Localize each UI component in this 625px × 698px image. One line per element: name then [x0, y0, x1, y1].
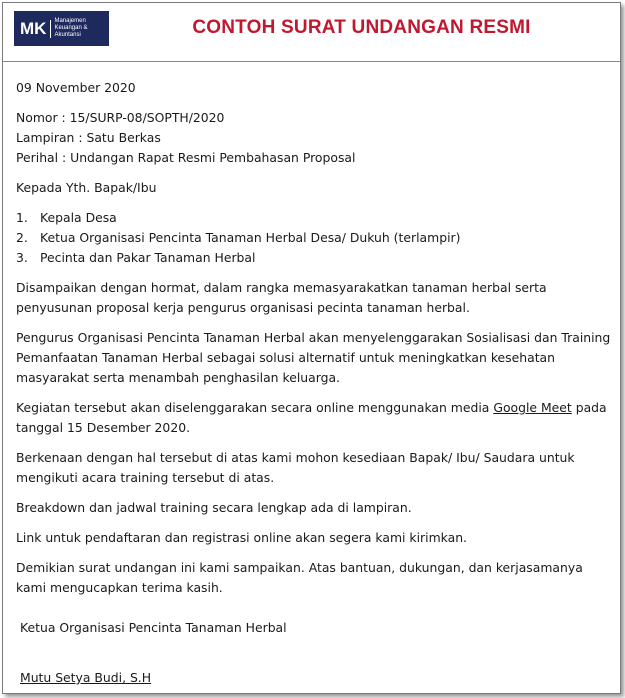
paragraph-event: Pengurus Organisasi Pencinta Tanaman Herbal akan menyelenggarakan Sosialisasi dan Training Pemanfaatan Tanaman Herbal sebagai solusi alternatif untuk meningkatkan kesehatan masyarakat serta menambah penghasilan keluarga.: [16, 330, 611, 385]
recipient-list: [16, 208, 611, 268]
letter-addressee: Kepada Yth. Bapak/Ibu: [16, 180, 157, 195]
signature-name: Mutu Setya Budi, S.H: [20, 670, 152, 685]
list-text: Kepala Desa: [40, 210, 117, 225]
logo-line: Keuangan &: [54, 25, 88, 31]
letter-subject: Perihal : Undangan Rapat Resmi Pembahasan Proposal: [16, 150, 356, 165]
list-number: 2.: [16, 230, 28, 245]
list-number: 3.: [16, 250, 28, 265]
google-meet-link[interactable]: Google Meet: [493, 400, 572, 415]
paragraph-breakdown: Breakdown dan jadwal training secara lengkap ada di lampiran.: [16, 500, 412, 515]
paragraph-opening: Disampaikan dengan hormat, dalam rangka memasyarakatkan tanaman herbal serta penyusunan proposal kerja pengurus organisasi pecinta tanaman herbal.: [16, 280, 547, 315]
list-item: [16, 228, 611, 248]
letter-attachment: Lampiran : Satu Berkas: [16, 130, 161, 145]
letter-number: Nomor : 15/SURP-08/SOPTH/2020: [16, 110, 225, 125]
list-text: Ketua Organisasi Pencinta Tanaman Herbal Desa/ Dukuh (terlampir): [40, 230, 461, 245]
header-divider: [3, 61, 620, 62]
logo-line: Manajemen: [54, 18, 86, 24]
paragraph-schedule-pre: Kegiatan tersebut akan diselenggarakan secara online menggunakan media: [16, 400, 494, 415]
letter-header: [3, 3, 620, 55]
signature-title: Ketua Organisasi Pencinta Tanaman Herbal: [20, 620, 287, 635]
paragraph-closing: Demikian surat undangan ini kami sampaikan. Atas bantuan, dukungan, dan kerjasamanya kami mengucapkan terima kasih.: [16, 560, 583, 595]
paragraph-schedule-post: pada tanggal 15 Desember 2020.: [16, 400, 607, 435]
list-item: [16, 248, 611, 268]
letter-frame: [2, 2, 621, 694]
paragraph-schedule: [16, 398, 611, 438]
list-item: [16, 208, 611, 228]
logo-mark: MK: [14, 20, 51, 38]
logo-line: Akuntansi: [54, 32, 81, 38]
list-number: 1.: [16, 210, 28, 225]
paragraph-registration: Link untuk pendaftaran dan registrasi online akan segera kami kirimkan.: [16, 530, 467, 545]
letter-body: [16, 78, 611, 688]
paragraph-request: Berkenaan dengan hal tersebut di atas kami mohon kesediaan Bapak/ Ibu/ Saudara untuk mengikuti acara training tersebut di atas.: [16, 450, 575, 485]
letter-date: 09 November 2020: [16, 80, 136, 95]
list-text: Pecinta dan Pakar Tanaman Herbal: [40, 250, 256, 265]
page-title: CONTOH SURAT UNDANGAN RESMI: [192, 17, 531, 38]
